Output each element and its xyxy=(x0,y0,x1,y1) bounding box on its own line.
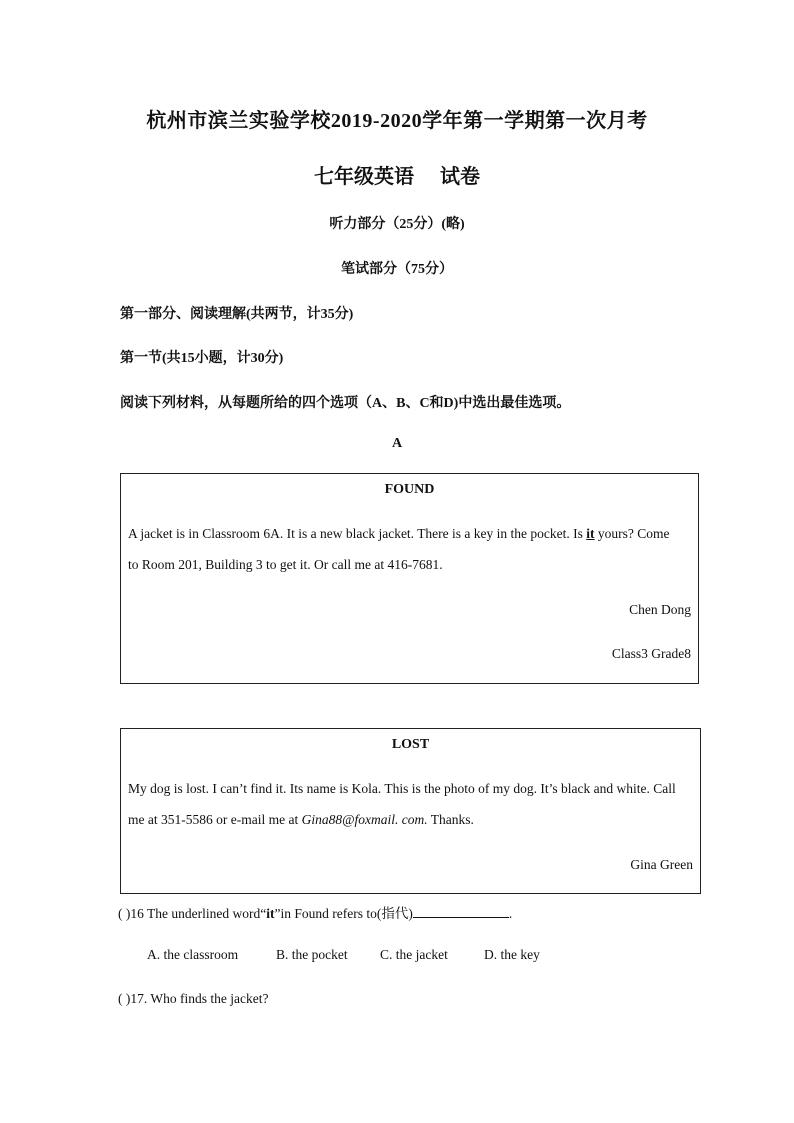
lost-line-2 xyxy=(128,812,474,828)
found-heading: FOUND xyxy=(384,482,435,497)
lost-email: Gina88@foxmail. com. xyxy=(301,812,428,827)
found-underlined-word: it xyxy=(586,526,595,541)
question-16-period: . xyxy=(508,906,513,921)
lost-heading: LOST xyxy=(391,737,430,752)
part1-heading: 第一部分、阅读理解(共两节，计35分) xyxy=(120,307,354,322)
option-d[interactable]: D. the key xyxy=(484,947,540,962)
question-16-keyword: it xyxy=(266,906,275,921)
instruction-text: 阅读下列材料，从每题所给的四个选项（A、B、C和D)中选出最佳选项。 xyxy=(120,396,571,411)
question-16-text-end: ”in Found refers to(指代) xyxy=(274,906,413,921)
found-signature-name: Chen Dong xyxy=(629,602,691,617)
answer-paren[interactable]: ( ) xyxy=(118,906,131,921)
found-notice xyxy=(120,473,699,684)
answer-paren[interactable]: ( ) xyxy=(118,991,131,1006)
found-line-2: to Room 201, Building 3 to get it. Or call me at 416-7681. xyxy=(128,557,443,572)
option-a[interactable]: A. the classroom xyxy=(147,947,239,962)
found-line-1-start: A jacket is in Classroom 6A. It is a new black jacket. There is a key in the pocket. Is xyxy=(128,526,587,541)
answer-blank[interactable] xyxy=(413,904,509,918)
found-line-1-end: yours? Come xyxy=(594,526,670,541)
lost-line-2-start: me at 351-5586 or e-mail me at xyxy=(128,812,302,827)
lost-signature-name: Gina Green xyxy=(630,857,693,872)
found-signature-class: Class3 Grade8 xyxy=(611,646,691,661)
question-17-text: 17. Who finds the jacket? xyxy=(130,991,269,1006)
subtitle-subject: 七年级英语 xyxy=(314,166,414,188)
question-16-text-start: 16 The underlined word“ xyxy=(130,906,267,921)
subtitle-paper: 试卷 xyxy=(440,166,480,188)
lost-line-2-end: Thanks. xyxy=(427,812,474,827)
writing-section-heading: 笔试部分（75分） xyxy=(341,262,453,277)
question-17 xyxy=(118,991,268,1007)
exam-title: 杭州市滨兰实验学校2019-2020学年第一学期第一次月考 xyxy=(146,110,648,132)
lost-notice xyxy=(120,728,701,894)
listening-section-heading: 听力部分（25分）(略) xyxy=(329,217,465,232)
section1-heading: 第一节(共15小题，计30分) xyxy=(120,351,284,366)
passage-label: A xyxy=(391,436,403,451)
option-c[interactable]: C. the jacket xyxy=(380,947,448,962)
lost-line-1: My dog is lost. I can’t find it. Its name is Kola. This is the photo of my dog. It’s black and white. Call xyxy=(128,781,676,796)
question-16 xyxy=(118,902,512,922)
option-b[interactable]: B. the pocket xyxy=(276,947,348,962)
exam-subtitle xyxy=(0,160,794,189)
found-line-1 xyxy=(128,526,670,542)
